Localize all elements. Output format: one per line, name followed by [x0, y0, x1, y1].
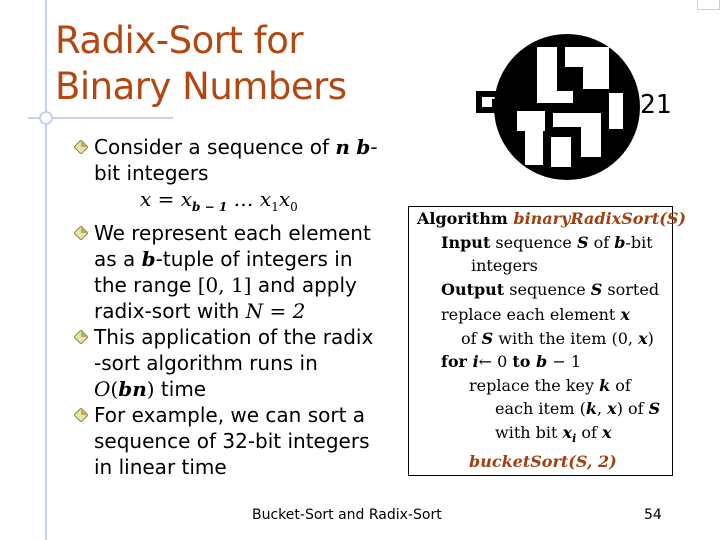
algo-output: Output sequence S sorted [441, 279, 660, 299]
algo-input-cont: integers [471, 256, 538, 275]
algo-for-loop: for i← 0 to b − 1 [441, 352, 581, 371]
algorithm-box [408, 206, 686, 476]
algo-replace-cont: of S with the item (0, x) [461, 328, 654, 348]
diamond-bullet-icon [74, 140, 88, 154]
algo-replace: replace each element x [441, 305, 630, 324]
bit-formula: $x = x_{b - 1}$ … $x_1x_0$ [140, 187, 298, 214]
bullet-item-1: Consider a sequence of n b- bit integers $x = x_{b - 1}$ … $x_1x_0$ [74, 134, 404, 220]
bullet-list [74, 134, 404, 480]
frame-corner-box [697, 0, 720, 10]
algo-header: Algorithm binaryRadixSort(S) [417, 209, 686, 228]
diamond-bullet-icon [74, 408, 88, 422]
title-line-2: Binary Numbers [55, 65, 347, 108]
algo-replace-key-cont: each item (k, x) of S [495, 399, 661, 418]
logo-number-label: 21 [640, 90, 672, 120]
slide-title [55, 18, 415, 110]
diamond-bullet-icon [74, 226, 88, 240]
frame-circle-icon [39, 111, 53, 125]
algo-replace-key: replace the key k of [469, 375, 631, 395]
algo-bucket-sort-call: bucketSort(S, 2) [469, 452, 617, 472]
algo-input: Input sequence S of b-bit [441, 232, 653, 252]
bullet-1-line-2: bit integers [94, 161, 209, 185]
frame-vertical-line [45, 0, 47, 540]
bullet-item-4: For example, we can sort a sequence of 32-bit integers in linear time [74, 402, 404, 480]
bullet-item-3: This application of the radix -sort algorithm runs in O(bn) time [74, 324, 404, 402]
diamond-bullet-icon [74, 330, 88, 344]
title-line-1: Radix-Sort for [55, 19, 304, 62]
binary-logo-image [470, 33, 675, 181]
slide-footer: Bucket-Sort and Radix-Sort [252, 507, 442, 523]
algo-with-bit: with bit $x_i$ of x [495, 422, 612, 445]
page-number: 54 [644, 507, 662, 523]
bullet-item-2: We represent each element as a b-tuple of integers in the range [0, 1] and apply radix-sort with N = 2 [74, 220, 404, 324]
